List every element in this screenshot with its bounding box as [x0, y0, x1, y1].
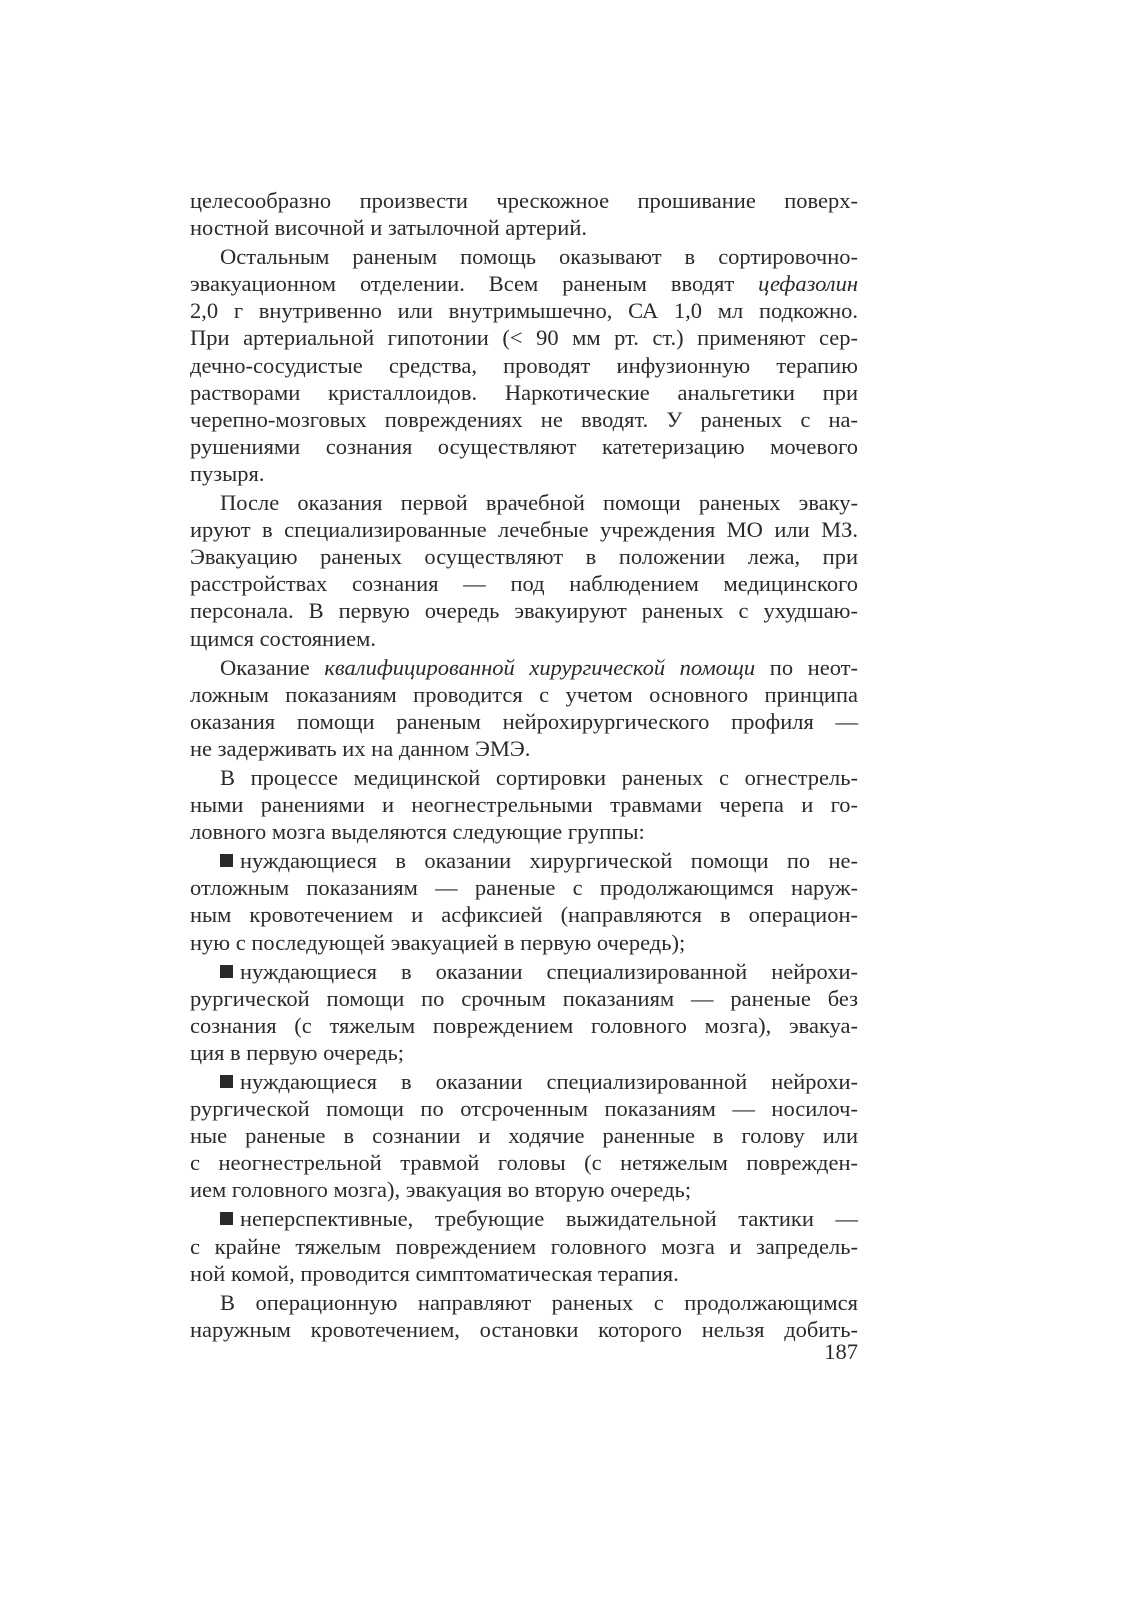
bullet-item-3 [190, 1068, 858, 1203]
square-bullet-icon [220, 1075, 233, 1088]
text-segment: эвакуационном отделении. Всем раненым вводят [190, 271, 759, 297]
text-line: Остальным раненым помощь оказывают в сортировочно- [220, 244, 858, 270]
text-line: расстройствах сознания — под наблюдением медицинского [190, 571, 858, 597]
text-line: ную с последующей эвакуацией в первую очередь); [190, 929, 686, 955]
text-line: рургической помощи по отсроченным показаниям — носилоч- [190, 1096, 858, 1122]
square-bullet-icon [220, 965, 233, 978]
bullet-item-4 [190, 1205, 858, 1286]
text-line: ция в первую очередь; [190, 1039, 404, 1065]
italic-term: квалифицированной хирургической помощи [324, 654, 756, 680]
paragraph-closing [190, 1289, 858, 1343]
paragraph-2 [190, 243, 858, 487]
text-line: ием головного мозга), эвакуация во вторую очередь; [190, 1177, 692, 1203]
text-line: ные раненые в сознании и ходячие раненные в голову или [190, 1123, 858, 1149]
text-line: При артериальной гипотонии (< 90 мм рт. ст.) применяют сер- [190, 325, 858, 351]
paragraph-3 [190, 489, 858, 652]
bullet-item-1 [190, 847, 858, 955]
text-line: ложным показаниям проводится с учетом основного принципа [190, 681, 858, 707]
italic-term: цефазолин [758, 271, 858, 297]
text-line: Эвакуацию раненых осуществляют в положении лежа, при [190, 544, 858, 570]
text-segment: Оказание [220, 654, 325, 680]
page-body [190, 187, 858, 1343]
text-line: щимся состоянием. [190, 625, 376, 651]
text-line: с крайне тяжелым повреждением головного мозга и запредель- [190, 1233, 858, 1259]
paragraph-4 [190, 654, 858, 762]
text-line: ной комой, проводится симптоматическая терапия. [190, 1260, 679, 1286]
text-line: оказания помощи раненым нейрохирургического профиля — [190, 708, 858, 734]
text-line: После оказания первой врачебной помощи раненых эваку- [220, 490, 858, 516]
text-line: В операционную направляют раненых с продолжающимся [220, 1289, 858, 1315]
text-line [190, 1205, 858, 1232]
text-line-with-italic [190, 654, 858, 681]
text-line: персонала. В первую очередь эвакуируют раненых с ухудшаю- [190, 598, 858, 624]
text-segment: по неот- [755, 654, 858, 680]
text-line: В процессе медицинской сортировки раненых с огнестрель- [220, 764, 858, 790]
text-line: не задерживать их на данном ЭМЭ. [190, 735, 531, 761]
paragraph-5 [190, 764, 858, 845]
text-line: ловного мозга выделяются следующие группы: [190, 819, 645, 845]
text-line: черепно-мозговых повреждениях не вводят. У раненых с на- [190, 406, 858, 432]
text-line: растворами кристаллоидов. Наркотические анальгетики при [190, 379, 858, 405]
text-segment: нуждающиеся в оказании специализированной нейрохи- [240, 958, 858, 984]
text-line: с неогнестрельной травмой головы (с нетяжелым поврежден- [190, 1150, 858, 1176]
text-line: ируют в специализированные лечебные учреждения МО или МЗ. [190, 517, 858, 543]
text-line: ным кровотечением и асфиксией (направляются в операцион- [190, 902, 858, 928]
text-line: отложным показаниям — раненые с продолжающимся наруж- [190, 875, 858, 901]
text-line [190, 1068, 858, 1095]
text-line: 2,0 г внутривенно или внутримышечно, СА 1,0 мл подкожно. [190, 298, 858, 324]
text-line-with-italic [190, 270, 858, 297]
text-line: рургической помощи по срочным показаниям — раненые без [190, 985, 858, 1011]
text-line: пузыря. [190, 460, 265, 486]
square-bullet-icon [220, 854, 233, 867]
text-line: целесообразно произвести чрескожное прошивание поверх- [190, 188, 858, 213]
text-segment: неперспективные, требующие выжидательной тактики — [240, 1206, 858, 1232]
text-line: рушениями сознания осуществляют катетеризацию мочевого [190, 433, 858, 459]
square-bullet-icon [220, 1212, 233, 1225]
text-segment: нуждающиеся в оказании хирургической помощи по не- [240, 848, 858, 874]
text-line: ными ранениями и неогнестрельными травмами черепа и го- [190, 792, 858, 818]
text-line: ностной височной и затылочной артерий. [190, 215, 588, 241]
text-line: дечно-сосудистые средства, проводят инфузионную терапию [190, 352, 858, 378]
text-line [190, 958, 858, 985]
text-line: наружным кровотечением, остановки которого нельзя добить- [190, 1316, 858, 1342]
paragraph-1 [190, 187, 858, 241]
text-segment: нуждающиеся в оказании специализированной нейрохи- [240, 1069, 858, 1094]
text-line: сознания (с тяжелым повреждением головного мозга), эвакуа- [190, 1012, 858, 1038]
bullet-item-2 [190, 958, 858, 1066]
page-number: 187 [824, 1339, 858, 1364]
text-line [190, 847, 858, 874]
